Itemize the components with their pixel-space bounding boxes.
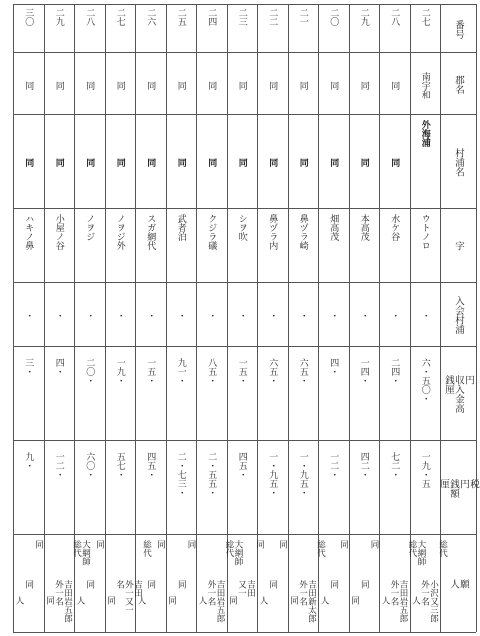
row-number-text: 二五 xyxy=(175,8,186,26)
row-district-text: 同 xyxy=(23,80,34,90)
band-rule xyxy=(13,282,476,283)
row-village-text: 同 xyxy=(175,157,186,167)
header-applicant xyxy=(444,540,472,628)
row-number-text: 二二 xyxy=(267,8,278,26)
row-district xyxy=(77,60,102,110)
row-joint xyxy=(47,292,72,338)
row-district-text: 同 xyxy=(236,80,247,90)
row-tax xyxy=(16,452,41,530)
header-joint xyxy=(444,288,472,342)
row-number xyxy=(321,8,346,50)
row-number xyxy=(382,8,407,50)
applicant-names: 吉田 又一 xyxy=(236,580,256,597)
row-joint-text: ・ xyxy=(206,310,217,320)
applicant-suffix: 人 xyxy=(197,596,207,605)
row-tax xyxy=(413,452,438,530)
row-tax-text: 四五・ xyxy=(145,452,156,479)
row-village xyxy=(230,120,255,204)
row-district-text: 同 xyxy=(145,80,156,90)
applicant-type: 同 xyxy=(277,540,288,549)
row-district-text: 同 xyxy=(297,80,308,90)
row-number xyxy=(16,8,41,50)
row-joint-text: ・ xyxy=(267,310,278,320)
row-village-text: 同 xyxy=(23,157,34,167)
row-aza xyxy=(321,214,346,278)
row-number xyxy=(352,8,377,50)
row-joint xyxy=(382,292,407,338)
row-village xyxy=(108,120,133,204)
row-number-text: 二四 xyxy=(206,8,217,26)
row-village xyxy=(260,120,285,204)
applicant-suffix: 同 xyxy=(227,596,238,605)
row-joint-text: ・ xyxy=(236,310,247,320)
row-joint xyxy=(108,292,133,338)
row-number-text: 二八 xyxy=(389,8,400,26)
row-applicant xyxy=(197,538,243,630)
row-district xyxy=(260,60,285,110)
header-applicant-text: 願 人 xyxy=(448,579,469,589)
row-joint-text: ・ xyxy=(84,310,95,320)
row-district-text: 同 xyxy=(206,80,217,90)
row-aza xyxy=(169,214,194,278)
applicant-suffix: 同 xyxy=(44,596,55,605)
row-village xyxy=(382,120,407,204)
band-rule xyxy=(13,632,476,633)
row-number-text: 二三 xyxy=(236,8,247,26)
row-joint-text: ・ xyxy=(23,310,34,320)
row-number xyxy=(260,8,285,50)
row-harvest-text: 六・五〇・ xyxy=(419,358,430,403)
applicant-suffix: 同 xyxy=(166,596,177,605)
row-number xyxy=(138,8,163,50)
row-village xyxy=(413,120,438,204)
header-number xyxy=(444,10,472,48)
row-aza xyxy=(291,214,316,278)
row-district xyxy=(47,60,72,110)
applicant-names: 吉田岩五郎 外一名 xyxy=(53,580,73,623)
row-village-text: 外海浦 xyxy=(419,120,430,147)
row-aza-text: スガ網代 xyxy=(145,214,156,250)
row-harvest xyxy=(413,358,438,436)
row-tax xyxy=(260,452,285,530)
applicant-type: 同 xyxy=(155,540,166,549)
row-aza xyxy=(16,214,41,278)
applicant-type: 総代 xyxy=(437,540,448,557)
row-aza-text: シヲ吹 xyxy=(236,214,247,241)
row-district-text: 同 xyxy=(328,80,339,90)
row-harvest xyxy=(382,358,407,436)
row-district xyxy=(321,60,346,110)
header-joint-text: 入会村浦 xyxy=(453,296,464,334)
applicant-type: 総代 xyxy=(141,540,152,557)
row-aza-text: 本高茂 xyxy=(358,214,369,241)
row-harvest-text: 四・ xyxy=(53,358,64,376)
header-tax xyxy=(438,446,479,530)
row-district xyxy=(230,60,255,110)
applicant-type: 同 xyxy=(369,540,379,549)
row-aza xyxy=(77,214,102,278)
applicant-names: 同 xyxy=(267,580,278,589)
applicant-type: 同 xyxy=(94,540,105,549)
row-joint xyxy=(260,292,285,338)
row-aza xyxy=(352,214,377,278)
row-village-text: 同 xyxy=(114,157,125,167)
applicant-names: 同 xyxy=(328,580,339,589)
row-harvest xyxy=(138,358,163,436)
row-district xyxy=(291,60,316,110)
row-aza-text: 水ケ谷 xyxy=(389,214,400,241)
row-village xyxy=(138,120,163,204)
applicant-type: 同 xyxy=(254,540,265,549)
row-village-text: 同 xyxy=(206,157,217,167)
row-harvest xyxy=(291,358,316,436)
applicant-type: 大網師 総代 xyxy=(71,540,91,566)
frame-right xyxy=(476,4,477,632)
row-harvest xyxy=(230,358,255,436)
applicant-suffix: 人 xyxy=(136,596,146,605)
applicant-type: 同 xyxy=(338,540,349,549)
row-tax xyxy=(108,452,133,530)
row-village xyxy=(47,120,72,204)
row-tax xyxy=(230,452,255,530)
header-village-text: 村浦名 xyxy=(453,147,464,177)
row-harvest-text: 三・ xyxy=(23,358,34,376)
applicant-suffix: 人 xyxy=(258,596,268,605)
row-aza-text: 小屋ノ谷 xyxy=(53,214,64,250)
row-tax-text: 九・ xyxy=(23,452,34,470)
row-village-text: 同 xyxy=(84,157,95,167)
row-district-text: 南宇和 xyxy=(419,71,430,99)
row-number xyxy=(230,8,255,50)
row-tax xyxy=(47,452,72,530)
row-number xyxy=(199,8,224,50)
row-harvest-text: 一五・ xyxy=(236,358,247,385)
row-joint xyxy=(291,292,316,338)
row-number-text: 二九 xyxy=(358,8,369,26)
row-aza xyxy=(413,214,438,278)
row-district xyxy=(413,60,438,110)
row-joint-text: ・ xyxy=(419,310,430,320)
row-harvest-text: 四・ xyxy=(328,358,339,376)
header-aza-text: 字 xyxy=(453,241,464,251)
band-rule xyxy=(13,346,476,347)
applicant-type: 同 xyxy=(186,540,196,549)
row-joint xyxy=(352,292,377,338)
row-number-text: 二九 xyxy=(53,8,64,26)
applicant-suffix: 人 xyxy=(319,596,329,605)
band-rule xyxy=(13,534,476,535)
row-harvest xyxy=(169,358,194,436)
row-village-text: 同 xyxy=(389,157,400,167)
row-harvest xyxy=(77,358,102,436)
applicant-suffix: 同 xyxy=(349,596,360,605)
row-aza-text: 鼻ヅラ崎 xyxy=(297,214,308,250)
row-village-text: 同 xyxy=(53,157,64,167)
row-harvest xyxy=(260,358,285,436)
band-rule xyxy=(13,440,476,441)
row-village-text: 同 xyxy=(297,157,308,167)
row-number-text: 二六 xyxy=(145,8,156,26)
row-harvest-text: 一四・ xyxy=(358,358,369,385)
row-harvest xyxy=(16,358,41,436)
row-village-text: 同 xyxy=(236,157,247,167)
row-harvest xyxy=(321,358,346,436)
applicant-names: 同 xyxy=(23,580,34,589)
applicant-names: 同 xyxy=(176,580,187,589)
applicant-type: 大網師 総代 xyxy=(224,540,243,566)
applicant-suffix: 人 xyxy=(380,596,390,605)
row-joint xyxy=(413,292,438,338)
row-tax xyxy=(77,452,102,530)
row-joint xyxy=(321,292,346,338)
row-number-text: 二〇 xyxy=(328,8,339,26)
row-district-text: 同 xyxy=(389,80,400,90)
row-tax-text: 二・七三・ xyxy=(175,452,186,497)
row-district-text: 同 xyxy=(84,80,95,90)
row-aza-text: 武者泊 xyxy=(175,214,186,241)
row-joint-text: ・ xyxy=(175,310,186,320)
header-tax-text: 税 円 銭額 厘 xyxy=(438,478,479,498)
band-rule xyxy=(13,52,476,53)
row-aza xyxy=(382,214,407,278)
row-joint xyxy=(77,292,102,338)
row-applicant xyxy=(380,538,426,630)
row-applicant xyxy=(350,538,379,630)
row-harvest-text: 六五・ xyxy=(267,358,278,385)
row-aza-text: ノヲジ外 xyxy=(114,214,125,250)
row-applicant xyxy=(258,538,287,630)
row-joint xyxy=(230,292,255,338)
applicant-type: 大網師 総代 xyxy=(407,540,426,566)
band-rule xyxy=(13,208,476,209)
row-aza xyxy=(47,214,72,278)
row-joint-text: ・ xyxy=(145,310,156,320)
row-village xyxy=(77,120,102,204)
band-rule xyxy=(13,114,476,115)
applicant-type: 同 xyxy=(33,540,44,549)
row-aza-text: ノヲジ xyxy=(84,214,95,241)
row-tax-text: 一九・五 xyxy=(419,452,430,488)
row-aza xyxy=(260,214,285,278)
row-harvest-text: 八五・ xyxy=(206,358,217,385)
row-village xyxy=(291,120,316,204)
row-tax-text: 五七・ xyxy=(114,452,125,479)
row-district-text: 同 xyxy=(114,80,125,90)
row-joint xyxy=(199,292,224,338)
applicant-names: 吉田 外一又一 名 xyxy=(114,580,143,614)
row-district xyxy=(108,60,133,110)
header-district-text: 郡名 xyxy=(453,74,464,94)
applicant-names: 吉田岩五郎 外一名 xyxy=(389,580,408,623)
row-number xyxy=(108,8,133,50)
row-number xyxy=(413,8,438,50)
row-village-text: 同 xyxy=(358,157,369,167)
applicant-names: 同 xyxy=(145,580,156,589)
row-tax xyxy=(199,452,224,530)
row-tax-text: 六〇・ xyxy=(84,452,95,479)
row-village-text: 同 xyxy=(328,157,339,167)
row-harvest-text: 六五・ xyxy=(297,358,308,385)
applicant-type: 総代 xyxy=(315,540,326,557)
row-tax-text: 一・九五・ xyxy=(297,452,308,497)
row-harvest-text: 二〇・ xyxy=(84,358,95,385)
row-tax-text: 一・九五・ xyxy=(267,452,278,497)
applicant-names: 吉田岩五郎 外一名 xyxy=(206,580,225,623)
row-number-text: 三〇 xyxy=(23,8,34,26)
row-harvest-text: 一五・ xyxy=(145,358,156,385)
row-harvest xyxy=(47,358,72,436)
row-district xyxy=(169,60,194,110)
row-applicant xyxy=(44,538,91,630)
row-aza-text: クジラ礒 xyxy=(206,214,217,250)
row-aza-text: ハキノ鼻 xyxy=(23,214,34,250)
row-tax-text: 一二・ xyxy=(53,452,64,479)
row-aza-text: 畑高茂 xyxy=(328,214,339,241)
row-district xyxy=(138,60,163,110)
applicant-suffix: 同 xyxy=(288,596,299,605)
row-district xyxy=(16,60,41,110)
row-joint-text: ・ xyxy=(53,310,64,320)
row-tax-text: 四五・ xyxy=(236,452,247,479)
applicant-names: 同 xyxy=(359,580,370,589)
row-tax-text: 一二・ xyxy=(328,452,339,479)
row-harvest-text: 二四・ xyxy=(389,358,400,385)
row-aza xyxy=(230,214,255,278)
row-number xyxy=(291,8,316,50)
header-harvest xyxy=(444,352,472,436)
row-number-text: 二八 xyxy=(84,8,95,26)
header-harvest-text: 円 収入金高 銭厘 xyxy=(443,375,474,413)
row-harvest xyxy=(108,358,133,436)
row-district xyxy=(352,60,377,110)
row-number-text: 二七 xyxy=(419,8,430,26)
row-joint-text: ・ xyxy=(114,310,125,320)
row-joint-text: ・ xyxy=(389,310,400,320)
applicant-names: 同 xyxy=(84,580,95,589)
row-number xyxy=(169,8,194,50)
row-joint xyxy=(16,292,41,338)
applicant-names: 吉田新太郎 外一名 xyxy=(297,580,317,623)
header-aza xyxy=(444,214,472,278)
row-harvest-text: 九一・ xyxy=(175,358,186,385)
row-applicant xyxy=(105,538,152,630)
row-district-text: 同 xyxy=(53,80,64,90)
row-joint-text: ・ xyxy=(328,310,339,320)
row-tax xyxy=(169,452,194,530)
row-aza-text: 鼻ヅラ内 xyxy=(267,214,278,250)
row-district-text: 同 xyxy=(175,80,186,90)
row-district-text: 同 xyxy=(358,80,369,90)
applicant-suffix: 人 xyxy=(14,596,24,605)
row-village-text: 同 xyxy=(267,157,278,167)
row-tax xyxy=(382,452,407,530)
row-village xyxy=(352,120,377,204)
row-number xyxy=(77,8,102,50)
row-aza xyxy=(108,214,133,278)
row-harvest-text: 一九・ xyxy=(114,358,125,385)
row-number-text: 二一 xyxy=(297,8,308,26)
row-number xyxy=(47,8,72,50)
row-village xyxy=(16,120,41,204)
row-applicant xyxy=(14,538,43,630)
header-number-text: 番号 xyxy=(453,19,464,39)
applicant-suffix: 人 xyxy=(75,596,85,605)
row-tax-text: 二・五五・ xyxy=(206,452,217,497)
row-joint xyxy=(138,292,163,338)
row-tax xyxy=(138,452,163,530)
row-tax-text: 七二・ xyxy=(389,452,400,479)
row-tax xyxy=(291,452,316,530)
band-rule xyxy=(13,4,476,5)
row-applicant xyxy=(167,538,196,630)
row-harvest xyxy=(199,358,224,436)
header-district xyxy=(444,58,472,110)
applicant-suffix: 人 xyxy=(410,596,421,605)
row-applicant xyxy=(288,538,326,630)
row-district xyxy=(199,60,224,110)
row-tax-text: 四二・ xyxy=(358,452,369,479)
applicant-suffix: 同 xyxy=(105,596,116,605)
row-aza-text: ウトノロ xyxy=(419,214,430,250)
row-district-text: 同 xyxy=(267,80,278,90)
row-joint xyxy=(169,292,194,338)
header-divider xyxy=(440,4,441,632)
row-village xyxy=(199,120,224,204)
row-village xyxy=(169,120,194,204)
row-village xyxy=(321,120,346,204)
row-number-text: 二七 xyxy=(114,8,125,26)
row-joint-text: ・ xyxy=(297,310,308,320)
row-joint-text: ・ xyxy=(358,310,369,320)
row-aza xyxy=(138,214,163,278)
row-harvest xyxy=(352,358,377,436)
row-aza xyxy=(199,214,224,278)
applicant-names: 小沢又三郎 外一名 xyxy=(419,580,439,623)
row-tax xyxy=(321,452,346,530)
row-tax xyxy=(352,452,377,530)
row-district xyxy=(382,60,407,110)
header-village xyxy=(444,120,472,204)
row-village-text: 同 xyxy=(145,157,156,167)
